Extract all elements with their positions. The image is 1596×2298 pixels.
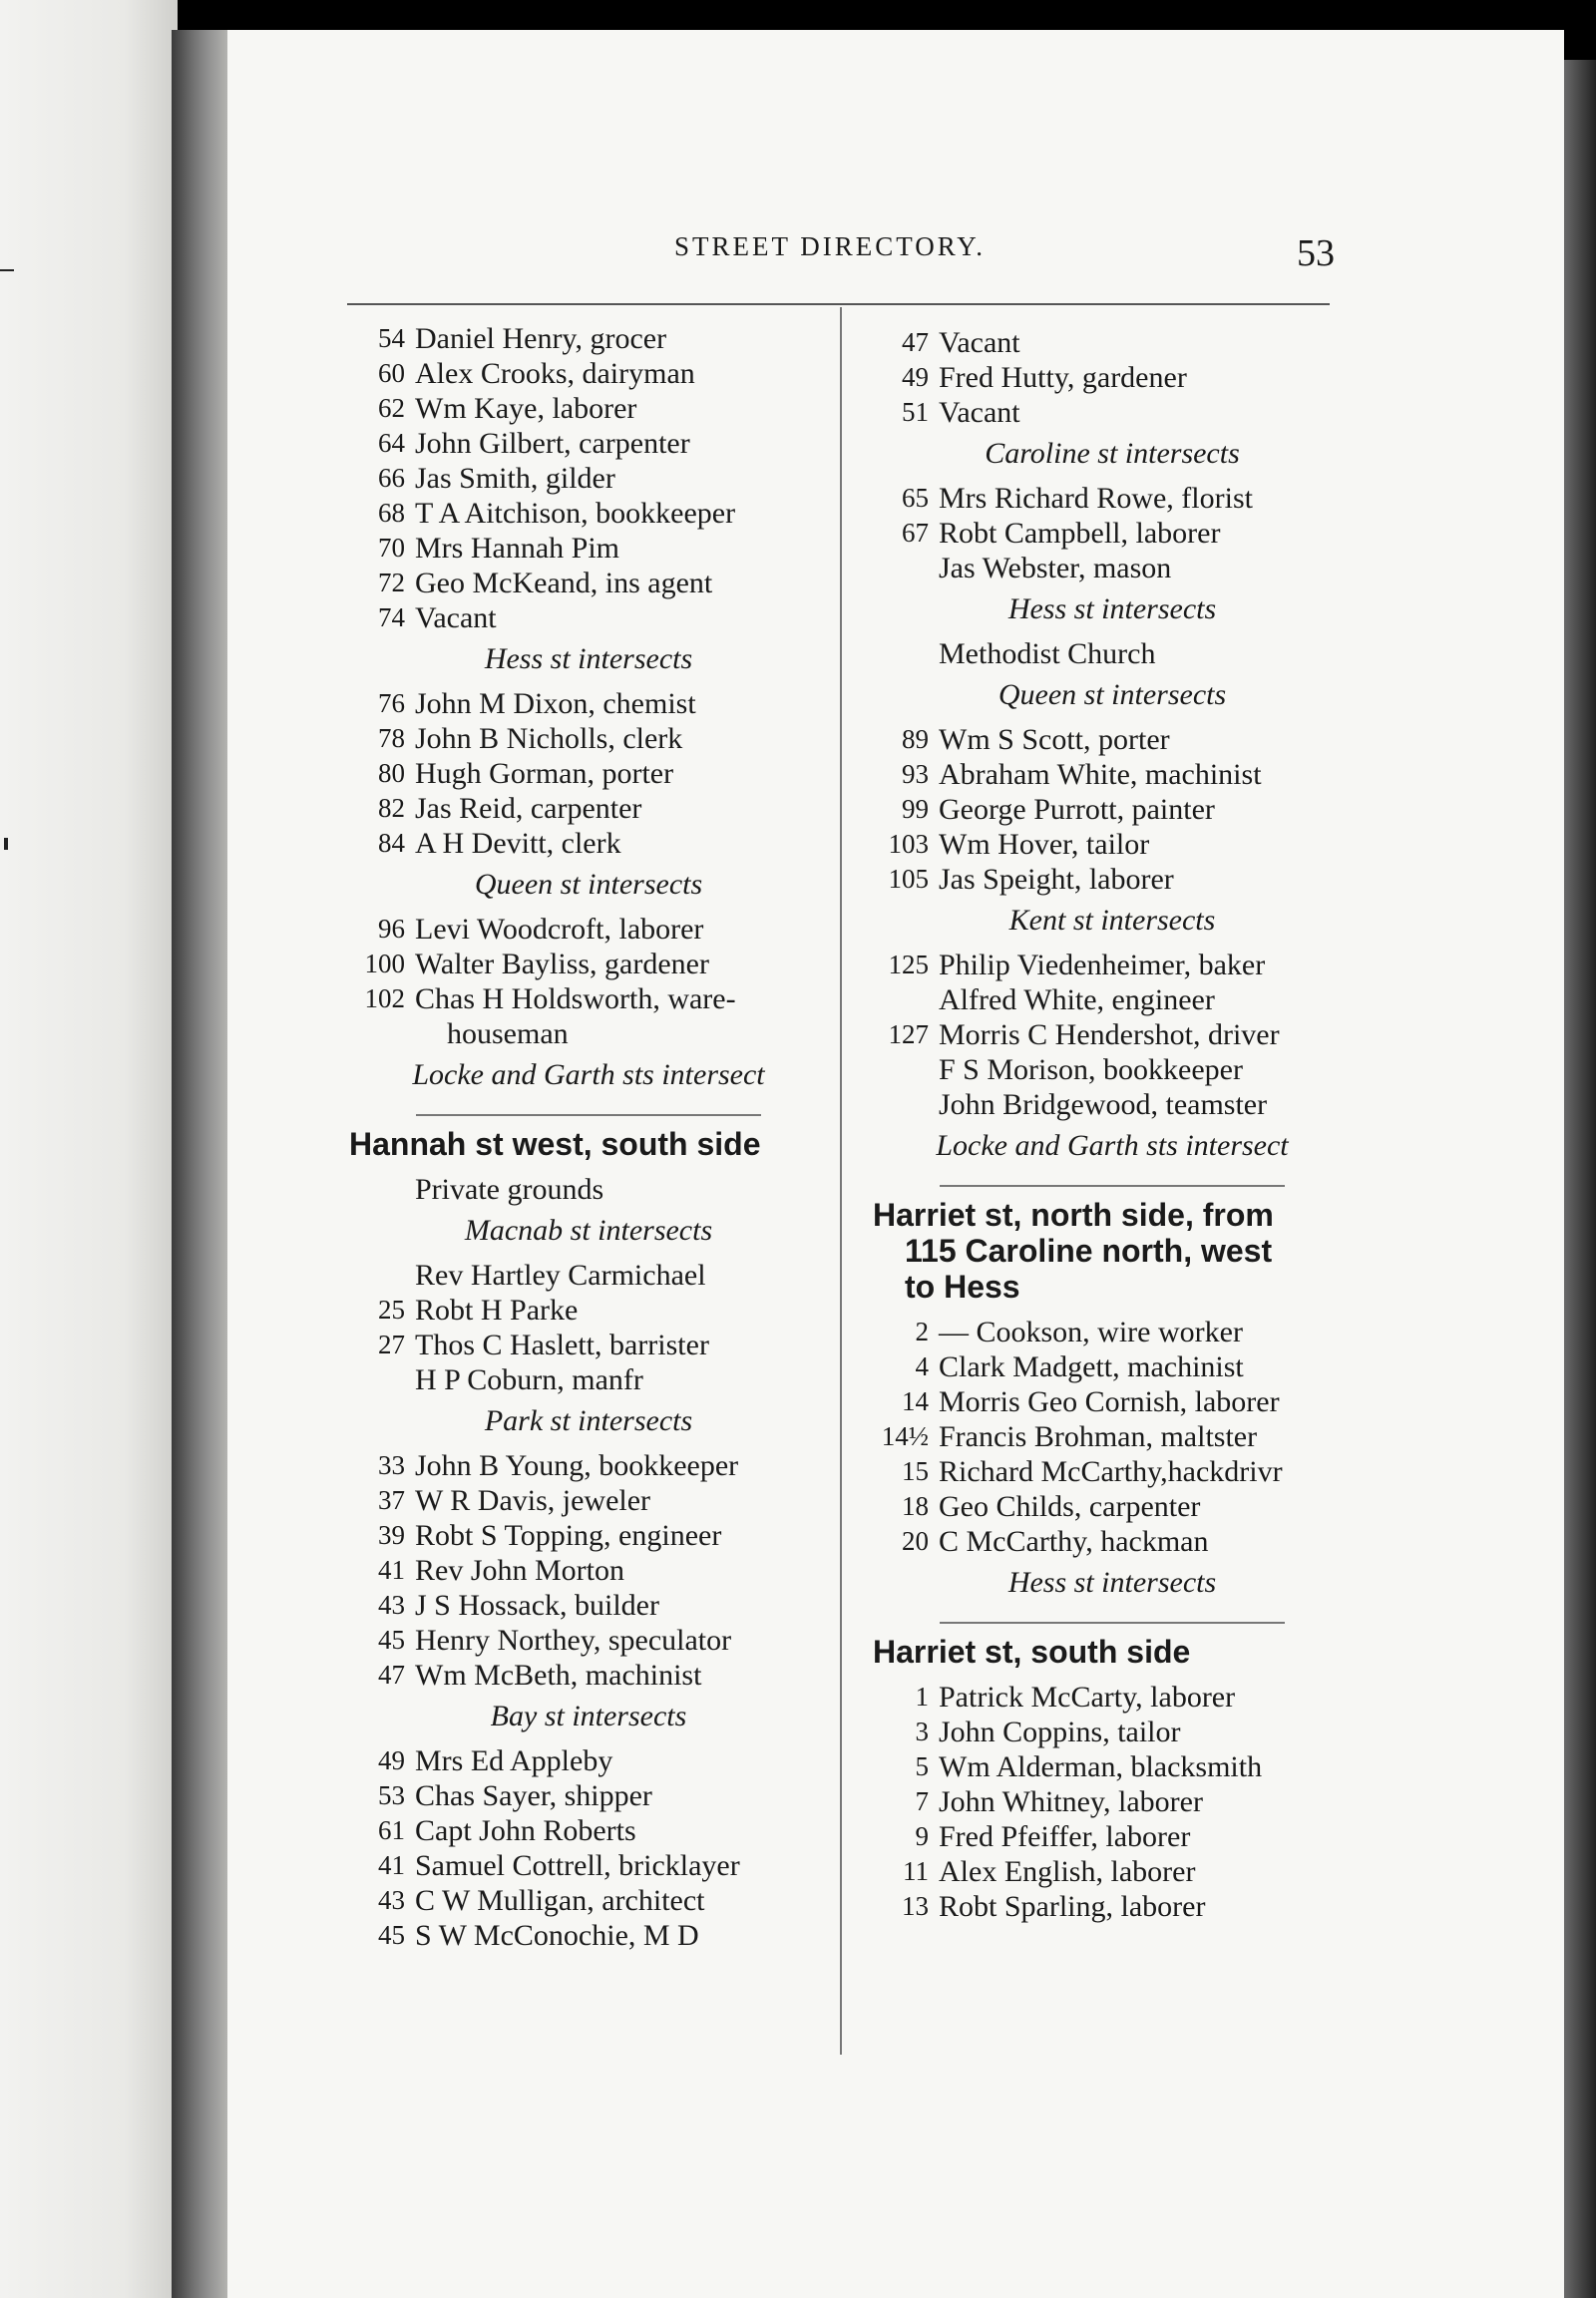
directory-entry — [349, 600, 828, 635]
resident-name: Wm S Scott, porter — [939, 723, 1170, 756]
street-heading — [873, 1197, 1352, 1305]
resident-name: Wm Hover, tailor — [939, 828, 1150, 861]
entry-continuation: houseman — [447, 1017, 569, 1050]
resident-name: Patrick McCarty, laborer — [939, 1681, 1236, 1714]
resident-name: Thos C Haslett, barrister — [415, 1329, 709, 1361]
section-rule — [940, 1185, 1285, 1187]
resident-name: W R Davis, jeweler — [415, 1484, 651, 1517]
resident-name: Vacant — [939, 396, 1020, 429]
directory-entry — [349, 1483, 828, 1518]
directory-entry — [873, 982, 1352, 1017]
resident-name: Chas H Holdsworth, ware- — [415, 982, 736, 1015]
intersection-note: Locke and Garth sts intersect — [412, 1058, 765, 1091]
resident-name: Samuel Cottrell, bricklayer — [415, 1849, 740, 1882]
directory-entry — [873, 1489, 1352, 1524]
directory-entry — [349, 461, 828, 496]
intersection-note: Queen st intersects — [998, 678, 1227, 711]
page-number: 53 — [1297, 232, 1335, 274]
house-number: 54 — [378, 323, 405, 353]
street-heading-line: 115 Caroline north, west — [905, 1233, 1273, 1269]
house-number: 80 — [378, 758, 405, 788]
left-column — [349, 321, 828, 1953]
directory-entry — [349, 1918, 828, 1953]
resident-name: Chas Sayer, shipper — [415, 1779, 652, 1812]
resident-name: Jas Reid, carpenter — [415, 792, 642, 825]
column-divider — [840, 307, 842, 2055]
directory-entry — [349, 1328, 828, 1362]
directory-entry — [873, 757, 1352, 792]
intersection-note: Kent st intersects — [1008, 904, 1216, 937]
house-number: 45 — [378, 1920, 405, 1950]
directory-entry — [873, 1052, 1352, 1087]
house-number — [873, 1052, 939, 1087]
directory-entry — [349, 1518, 828, 1553]
house-number: 89 — [902, 724, 929, 754]
directory-entry — [873, 551, 1352, 585]
directory-entry — [349, 496, 828, 531]
street-heading — [873, 1634, 1352, 1670]
house-number: 84 — [378, 828, 405, 858]
house-number: 33 — [378, 1450, 405, 1480]
house-number: 93 — [902, 759, 929, 789]
facing-page-edge — [0, 0, 178, 2298]
resident-name: Wm Kaye, laborer — [415, 392, 637, 425]
street-heading — [349, 1126, 828, 1162]
house-number — [873, 982, 939, 1017]
directory-entry — [873, 862, 1352, 897]
house-number: 18 — [902, 1491, 929, 1521]
house-number: 82 — [378, 793, 405, 823]
house-number: 125 — [888, 950, 929, 979]
resident-name: Mrs Hannah Pim — [415, 532, 619, 565]
house-number: 67 — [902, 518, 929, 548]
intersection-note: Locke and Garth sts intersect — [936, 1129, 1289, 1162]
resident-name: John M Dixon, chemist — [415, 687, 696, 720]
house-number: 9 — [915, 1821, 929, 1851]
directory-entry — [349, 426, 828, 461]
resident-name: Mrs Ed Appleby — [415, 1744, 613, 1777]
house-number — [873, 636, 939, 671]
house-number: 1 — [915, 1682, 929, 1712]
directory-entry — [873, 1315, 1352, 1349]
directory-entry — [873, 827, 1352, 862]
resident-name: Francis Brohman, maltster — [939, 1420, 1258, 1453]
house-number: 37 — [378, 1485, 405, 1515]
directory-entry — [349, 912, 828, 947]
street-heading-line: Harriet st, north side, from — [873, 1197, 1274, 1233]
house-number: 102 — [364, 983, 405, 1013]
directory-entry — [873, 516, 1352, 551]
directory-entry — [349, 531, 828, 566]
directory-entry — [349, 1362, 828, 1397]
directory-entry — [873, 722, 1352, 757]
house-number: 39 — [378, 1520, 405, 1550]
running-header: STREET DIRECTORY. — [674, 231, 987, 261]
street-heading-line: Harriet st, south side — [873, 1634, 1191, 1670]
directory-entry — [349, 686, 828, 721]
house-number: 96 — [378, 914, 405, 944]
directory-entry — [873, 1749, 1352, 1784]
directory-entry — [349, 791, 828, 826]
intersection-note: Bay st intersects — [490, 1700, 687, 1732]
house-number: 43 — [378, 1590, 405, 1620]
resident-name: John B Nicholls, clerk — [415, 722, 683, 755]
resident-name: Jas Webster, mason — [939, 552, 1172, 584]
directory-entry — [349, 1258, 828, 1293]
intersection-note: Hess st intersects — [1007, 1566, 1217, 1599]
house-number: 27 — [378, 1330, 405, 1359]
resident-name: John Coppins, tailor — [939, 1716, 1181, 1748]
directory-entry — [349, 1658, 828, 1693]
resident-name: Alex Crooks, dairyman — [415, 357, 695, 390]
page-edge-shadow — [1564, 60, 1596, 2298]
resident-name: Wm Alderman, blacksmith — [939, 1750, 1263, 1783]
house-number — [873, 1087, 939, 1122]
directory-entry — [349, 391, 828, 426]
house-number: 2 — [915, 1317, 929, 1346]
resident-name: Robt Sparling, laborer — [939, 1890, 1206, 1923]
resident-name: T A Aitchison, bookkeeper — [415, 497, 736, 530]
resident-name: John Whitney, laborer — [939, 1785, 1203, 1818]
house-number: 15 — [902, 1456, 929, 1486]
resident-name: H P Coburn, manfr — [415, 1363, 643, 1396]
house-number: 41 — [378, 1850, 405, 1880]
directory-entry — [349, 1743, 828, 1778]
directory-entry — [873, 360, 1352, 395]
resident-name: Vacant — [415, 601, 497, 634]
house-number: 61 — [378, 1815, 405, 1845]
resident-name: Capt John Roberts — [415, 1814, 636, 1847]
intersection-note: Queen st intersects — [474, 868, 703, 901]
intersection-note: Hess st intersects — [1007, 592, 1217, 625]
directory-entry — [873, 1819, 1352, 1854]
resident-name: Jas Smith, gilder — [415, 462, 615, 495]
house-number: 66 — [378, 463, 405, 493]
intersection-note: Hess st intersects — [484, 642, 693, 675]
resident-name: Morris Geo Cornish, laborer — [939, 1385, 1280, 1418]
directory-entry — [873, 395, 1352, 430]
header-rule — [347, 303, 1330, 305]
resident-name: Rev Hartley Carmichael — [415, 1259, 706, 1292]
resident-name: Methodist Church — [939, 637, 1156, 670]
directory-entry — [349, 1293, 828, 1328]
directory-entry — [873, 792, 1352, 827]
resident-name: Vacant — [939, 326, 1020, 359]
resident-name: C McCarthy, hackman — [939, 1525, 1209, 1558]
house-number: 11 — [903, 1856, 929, 1886]
directory-entry — [873, 1419, 1352, 1454]
directory-entry — [349, 1172, 828, 1207]
house-number: 5 — [915, 1751, 929, 1781]
margin-mark — [0, 269, 14, 271]
house-number: 53 — [378, 1780, 405, 1810]
house-number: 51 — [902, 397, 929, 427]
resident-name: Wm McBeth, machinist — [415, 1659, 702, 1692]
resident-name: Geo McKeand, ins agent — [415, 567, 713, 599]
house-number — [349, 1362, 415, 1397]
directory-entry — [349, 721, 828, 756]
resident-name: Geo Childs, carpenter — [939, 1490, 1201, 1523]
directory-entry — [873, 1017, 1352, 1052]
resident-name: John Bridgewood, teamster — [939, 1088, 1268, 1121]
house-number: 47 — [902, 327, 929, 357]
resident-name: Jas Speight, laborer — [939, 863, 1174, 896]
house-number: 62 — [378, 393, 405, 423]
house-number: 7 — [915, 1786, 929, 1816]
resident-name: F S Morison, bookkeeper — [939, 1053, 1243, 1086]
resident-name: Clark Madgett, machinist — [939, 1350, 1244, 1383]
directory-entry — [349, 826, 828, 861]
directory-entry — [873, 1784, 1352, 1819]
resident-name: Rev John Morton — [415, 1554, 624, 1587]
house-number: 43 — [378, 1885, 405, 1915]
street-heading-line: to Hess — [905, 1269, 1020, 1305]
house-number: 76 — [378, 688, 405, 718]
street-heading-line: Hannah st west, south side — [349, 1126, 761, 1162]
house-number: 14½ — [881, 1421, 929, 1451]
directory-entry — [349, 356, 828, 391]
resident-name: John Gilbert, carpenter — [415, 427, 690, 460]
resident-name: Morris C Hendershot, driver — [939, 1018, 1280, 1051]
resident-name: Robt Campbell, laborer — [939, 517, 1221, 550]
directory-entry — [349, 1848, 828, 1883]
house-number — [349, 1258, 415, 1293]
resident-name: Fred Hutty, gardener — [939, 361, 1187, 394]
house-number: 78 — [378, 723, 405, 753]
margin-mark — [4, 838, 8, 850]
resident-name: Richard McCarthy,hackdrivr — [939, 1455, 1283, 1488]
right-column — [873, 325, 1352, 1924]
house-number — [873, 551, 939, 585]
directory-entry — [349, 1813, 828, 1848]
house-number: 45 — [378, 1625, 405, 1655]
resident-name: George Purrott, painter — [939, 793, 1215, 826]
directory-entry — [349, 1623, 828, 1658]
book-spine-shadow — [172, 30, 229, 2298]
resident-name: Philip Viedenheimer, baker — [939, 949, 1266, 981]
directory-entry — [873, 1384, 1352, 1419]
directory-entry — [873, 1854, 1352, 1889]
house-number: 25 — [378, 1295, 405, 1325]
resident-name: John B Young, bookkeeper — [415, 1449, 739, 1482]
directory-entry — [873, 1524, 1352, 1559]
house-number: 103 — [888, 829, 929, 859]
house-number: 3 — [915, 1717, 929, 1746]
directory-entry — [349, 321, 828, 356]
resident-name: Hugh Gorman, porter — [415, 757, 674, 790]
directory-entry — [349, 1448, 828, 1483]
section-rule — [940, 1622, 1285, 1624]
house-number: 64 — [378, 428, 405, 458]
resident-name: — Cookson, wire worker — [939, 1316, 1243, 1348]
house-number: 105 — [888, 864, 929, 894]
house-number — [349, 1172, 415, 1207]
intersection-note: Park st intersects — [484, 1404, 693, 1437]
directory-entry — [873, 1889, 1352, 1924]
directory-entry — [349, 981, 828, 1016]
resident-name: J S Hossack, builder — [415, 1589, 659, 1622]
house-number: 14 — [902, 1386, 929, 1416]
directory-entry — [873, 325, 1352, 360]
resident-name: Robt S Topping, engineer — [415, 1519, 722, 1552]
directory-entry — [349, 1553, 828, 1588]
directory-entry — [349, 566, 828, 600]
house-number: 20 — [902, 1526, 929, 1556]
directory-entry — [873, 636, 1352, 671]
house-number: 47 — [378, 1660, 405, 1690]
directory-entry — [349, 1588, 828, 1623]
house-number: 4 — [915, 1351, 929, 1381]
resident-name: Fred Pfeiffer, laborer — [939, 1820, 1191, 1853]
house-number: 99 — [902, 794, 929, 824]
house-number: 41 — [378, 1555, 405, 1585]
resident-name: Henry Northey, speculator — [415, 1624, 732, 1657]
resident-name: Robt H Parke — [415, 1294, 579, 1327]
house-number: 49 — [378, 1745, 405, 1775]
directory-entry — [873, 1349, 1352, 1384]
directory-entry — [349, 947, 828, 981]
house-number: 60 — [378, 358, 405, 388]
intersection-note: Caroline st intersects — [985, 437, 1240, 470]
directory-entry — [873, 481, 1352, 516]
section-rule — [416, 1114, 761, 1116]
intersection-note: Macnab st intersects — [464, 1214, 713, 1247]
directory-entry — [873, 1680, 1352, 1715]
house-number: 49 — [902, 362, 929, 392]
directory-entry — [349, 1778, 828, 1813]
resident-name: Walter Bayliss, gardener — [415, 948, 709, 980]
resident-name: Abraham White, machinist — [939, 758, 1262, 791]
house-number: 127 — [888, 1019, 929, 1049]
house-number: 68 — [378, 498, 405, 528]
resident-name: Mrs Richard Rowe, florist — [939, 482, 1253, 515]
resident-name: Alex English, laborer — [939, 1855, 1196, 1888]
directory-entry — [873, 1715, 1352, 1749]
resident-name: Levi Woodcroft, laborer — [415, 913, 704, 946]
house-number: 13 — [902, 1891, 929, 1921]
house-number: 72 — [378, 568, 405, 597]
resident-name: Private grounds — [415, 1173, 604, 1206]
resident-name: A H Devitt, clerk — [415, 827, 621, 860]
resident-name: Daniel Henry, grocer — [415, 322, 667, 355]
resident-name: C W Mulligan, architect — [415, 1884, 705, 1917]
house-number: 100 — [364, 949, 405, 978]
directory-entry — [873, 1454, 1352, 1489]
house-number: 65 — [902, 483, 929, 513]
house-number: 74 — [378, 602, 405, 632]
resident-name: S W McConochie, M D — [415, 1919, 699, 1952]
directory-entry — [873, 1087, 1352, 1122]
directory-entry — [349, 1883, 828, 1918]
resident-name: Alfred White, engineer — [939, 983, 1215, 1016]
directory-entry — [349, 756, 828, 791]
directory-entry — [873, 948, 1352, 982]
house-number: 70 — [378, 533, 405, 563]
